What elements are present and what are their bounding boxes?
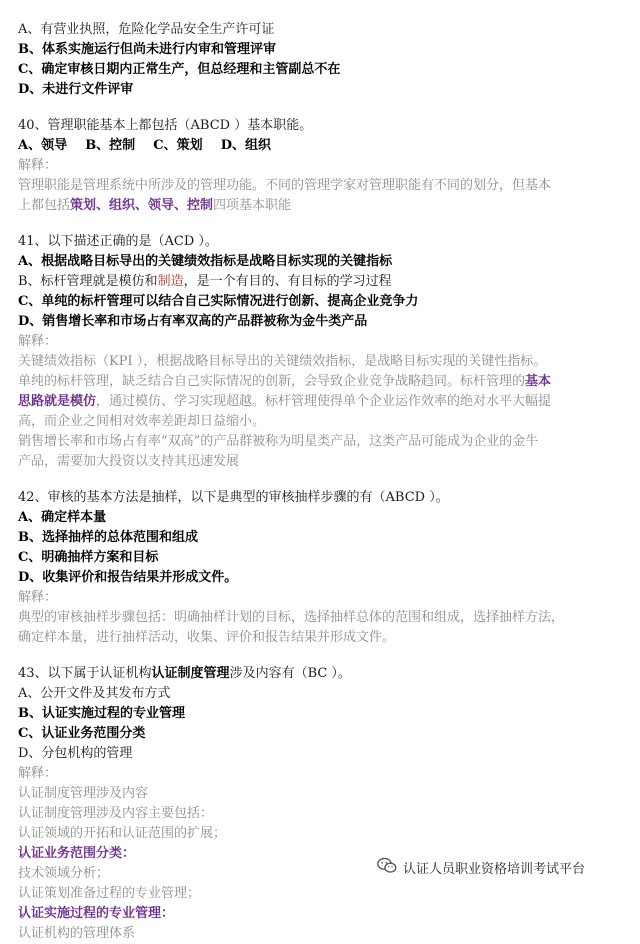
q39-option-a: A、有营业执照，危险化学品安全生产许可证 (18, 22, 275, 37)
q42-question: 42、审核的基本方法是抽样，以下是典型的审核抽样步骤的有（ABCD ）。 (18, 490, 449, 505)
q43-explanation-heading: 认证实施过程的专业管理： (18, 906, 175, 921)
q41-option-d: D、销售增长率和市场占有率双高的产品群被称为金牛类产品 (18, 314, 368, 329)
q43-explanation-line: 认证策划准备过程的专业管理； (18, 886, 201, 901)
q42-option-b: B、选择抽样的总体范围和组成 (18, 530, 198, 545)
q41-explanation-line (18, 392, 630, 412)
text-span: 43、以下属于认证机构 (18, 666, 152, 681)
text-span: 单纯的标杆管理，缺乏结合自己实际情况的创新，会导致企业竞争战略趋同。标杆管理的 (18, 374, 526, 389)
watermark (373, 856, 589, 878)
bold-text: 认证制度管理 (151, 666, 230, 681)
red-text: 制造 (157, 274, 184, 289)
q40-explanation-line: 管理职能是管理系统中所涉及的管理功能。不同的管理学家对管理职能有不同的划分，但基本 (18, 178, 552, 193)
q41-explanation-label: 解释： (18, 334, 58, 349)
q43-explanation-label: 解释： (18, 766, 58, 781)
q43-option-c: C、认证业务范围分类 (18, 726, 146, 741)
q41-option-b (18, 272, 630, 292)
q42-explanation-line: 确定样本量，进行抽样活动，收集、评价和报告结果并形成文件。 (18, 630, 396, 645)
q43-explanation-line: 认证领域的开拓和认证范围的扩展； (18, 826, 227, 841)
q43-explanation-line: 认证制度管理涉及内容主要包括： (18, 806, 214, 821)
q40-explanation-line (18, 196, 630, 216)
text-span: 上都包括 (18, 198, 71, 213)
q41-explanation-line (18, 372, 630, 392)
q40-options: A、领导 B、控制 C、策划 D、组织 (18, 138, 272, 153)
text-span: B、标杆管理就是模仿和 (18, 274, 158, 289)
q42-explanation-label: 解释： (18, 590, 58, 605)
wechat-icon (377, 857, 397, 878)
q42-option-c: C、明确抽样方案和目标 (18, 550, 159, 565)
q41-explanation-line: 高，而企业之间相对效率差距却日益缩小。 (18, 414, 266, 429)
q40-explanation-label: 解释： (18, 158, 58, 173)
q43-option-b: B、认证实施过程的专业管理 (18, 706, 185, 721)
q39-option-c: C、确定审核日期内正常生产，但总经理和主管副总不在 (18, 62, 341, 77)
text-span: ，是一个有目的、有目标的学习过程 (183, 274, 392, 289)
q41-option-a: A、根据战略目标导出的关键绩效指标是战略目标实现的关键指标 (18, 254, 393, 269)
watermark-text: 认证人员职业资格培训考试平台 (403, 861, 586, 877)
q41-explanation-line: 产品，需要加大投资以支持其迅速发展 (18, 454, 240, 469)
text-span: 涉及内容有（BC ）。 (229, 666, 351, 681)
highlight-text: 思路就是模仿 (18, 394, 97, 409)
q41-explanation-line: 销售增长率和市场占有率“双高”的产品群被称为明星类产品，这类产品可能成为企业的金牛 (18, 434, 539, 449)
q43-explanation-line: 技术领域分析； (18, 866, 110, 881)
q40-question: 40、管理职能基本上都包括（ABCD ）基本职能。 (18, 118, 313, 133)
highlight-text: 基本 (525, 374, 552, 389)
q42-explanation-line: 典型的审核抽样步骤包括：明确抽样计划的目标，选择抽样总体的范围和组成，选择抽样方法， (18, 610, 565, 625)
text-span: 四项基本职能 (213, 198, 292, 213)
q41-question: 41、以下描述正确的是（ACD ）。 (18, 234, 218, 249)
q43-explanation-line: 认证制度管理涉及内容 (18, 786, 149, 801)
q41-option-c: C、单纯的标杆管理可以结合自己实际情况进行创新、提高企业竞争力 (18, 294, 419, 309)
q43-question (18, 664, 630, 684)
highlight-text: 策划、组织、领导、控制 (70, 198, 214, 213)
q42-option-a: A、确定样本量 (18, 510, 107, 525)
q42-option-d: D、收集评价和报告结果并形成文件。 (18, 570, 238, 585)
q43-option-a: A、公开文件及其发布方式 (18, 686, 171, 701)
q43-explanation-heading: 认证业务范围分类： (18, 846, 136, 861)
text-span: ，通过模仿、学习实现超越。标杆管理使得单个企业运作效率的绝对水平大幅提 (96, 394, 552, 409)
q41-explanation-line: 关键绩效指标（KPI ），根据战略目标导出的关键绩效指标，是战略目标实现的关键性指标。 (18, 354, 547, 369)
q39-option-b: B、体系实施运行但尚未进行内审和管理评审 (18, 42, 276, 57)
q43-explanation-line: 认证机构的管理体系 (18, 926, 136, 941)
q39-option-d: D、未进行文件评审 (18, 82, 134, 97)
q43-option-d: D、分包机构的管理 (18, 746, 133, 761)
document-page (18, 20, 630, 944)
